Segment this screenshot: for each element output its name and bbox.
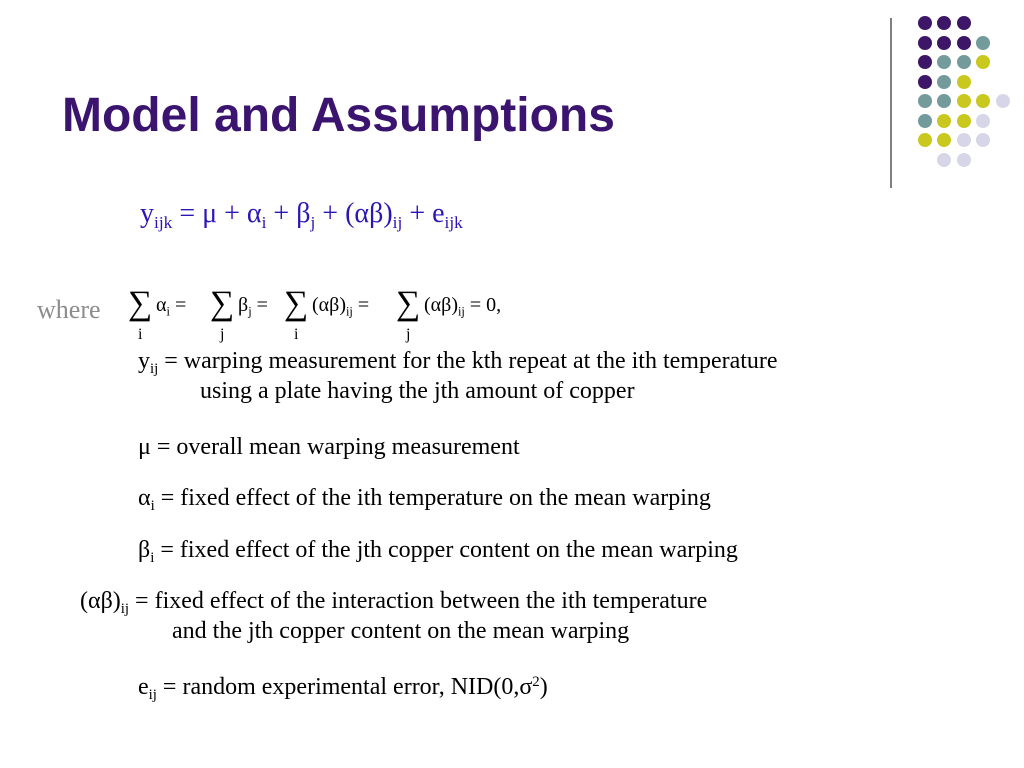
decorative-dot	[976, 36, 990, 50]
sigma-symbol: ∑	[396, 285, 421, 322]
definition-y-continued: using a plate having the jth amount of copper	[200, 378, 635, 404]
decorative-dot	[976, 133, 990, 147]
decorative-dot	[957, 94, 971, 108]
decorative-dot	[918, 114, 932, 128]
definition-interaction: $(\alpha\beta)_{ij}$ = fixed effect of the interaction between the ith temperature and the jth copper content on the mean warping	[80, 588, 708, 644]
decorative-dot	[957, 16, 971, 30]
decorative-dot	[918, 55, 932, 69]
decorative-dot	[937, 94, 951, 108]
decorative-dot	[976, 114, 990, 128]
sum-term: $(\alpha\beta)_{ij}$ =	[312, 294, 370, 319]
decorative-dot	[918, 16, 932, 30]
definition-interaction-continued: and the jth copper content on the mean warping	[172, 618, 630, 644]
decorative-dot	[918, 133, 932, 147]
decorative-dot	[957, 55, 971, 69]
model-equation: $y_{ijk} = \mu + \alpha_i + \beta_j + (\alpha\beta)_{ij} + e_{ijk}$	[140, 198, 463, 233]
decorative-dot	[918, 36, 932, 50]
definition-mu: μ = overall mean warping measurement	[138, 434, 520, 460]
decorative-dot	[918, 75, 932, 89]
decorative-dot	[937, 55, 951, 69]
sum-term: $\alpha_i$ =	[156, 294, 187, 319]
decorative-dot-grid	[0, 0, 1024, 200]
sum-index: j	[406, 326, 411, 343]
decorative-dot	[937, 133, 951, 147]
decorative-dot	[996, 94, 1010, 108]
decorative-dot	[976, 94, 990, 108]
decorative-dot	[937, 114, 951, 128]
definition-y: $y_{ij}$ = warping measurement for the kth repeat at the ith temperature using a plate having the jth amount of copper	[138, 348, 778, 404]
definition-error: $e_{ij}$ = random experimental error, $NID(0,\sigma^2)$	[138, 673, 548, 704]
decorative-dot	[957, 133, 971, 147]
decorative-dot	[937, 75, 951, 89]
definition-alpha: $\alpha_i$ = fixed effect of the ith temperature on the mean warping	[138, 485, 711, 515]
decorative-dot	[937, 36, 951, 50]
sum-index: j	[220, 326, 225, 343]
decorative-dot	[937, 16, 951, 30]
sum-term: $(\alpha\beta)_{ij} = 0$,	[424, 294, 502, 319]
where-label: where	[37, 295, 101, 324]
decorative-dot	[957, 114, 971, 128]
sigma-symbol: ∑	[284, 285, 309, 322]
decorative-dot	[957, 36, 971, 50]
sigma-symbol: ∑	[210, 285, 235, 322]
sum-term: $\beta_j$ =	[238, 294, 268, 319]
decorative-dot	[918, 94, 932, 108]
definition-beta: $\beta_i$ = fixed effect of the jth copper content on the mean warping	[138, 537, 738, 567]
decorative-dot	[957, 153, 971, 167]
decorative-dot	[957, 75, 971, 89]
sigma-symbol: ∑	[128, 285, 153, 322]
sum-index: i	[294, 326, 299, 343]
slide-title: Model and Assumptions	[62, 89, 615, 142]
decorative-dot	[976, 55, 990, 69]
decorative-dot	[937, 153, 951, 167]
sum-index: i	[138, 326, 143, 343]
